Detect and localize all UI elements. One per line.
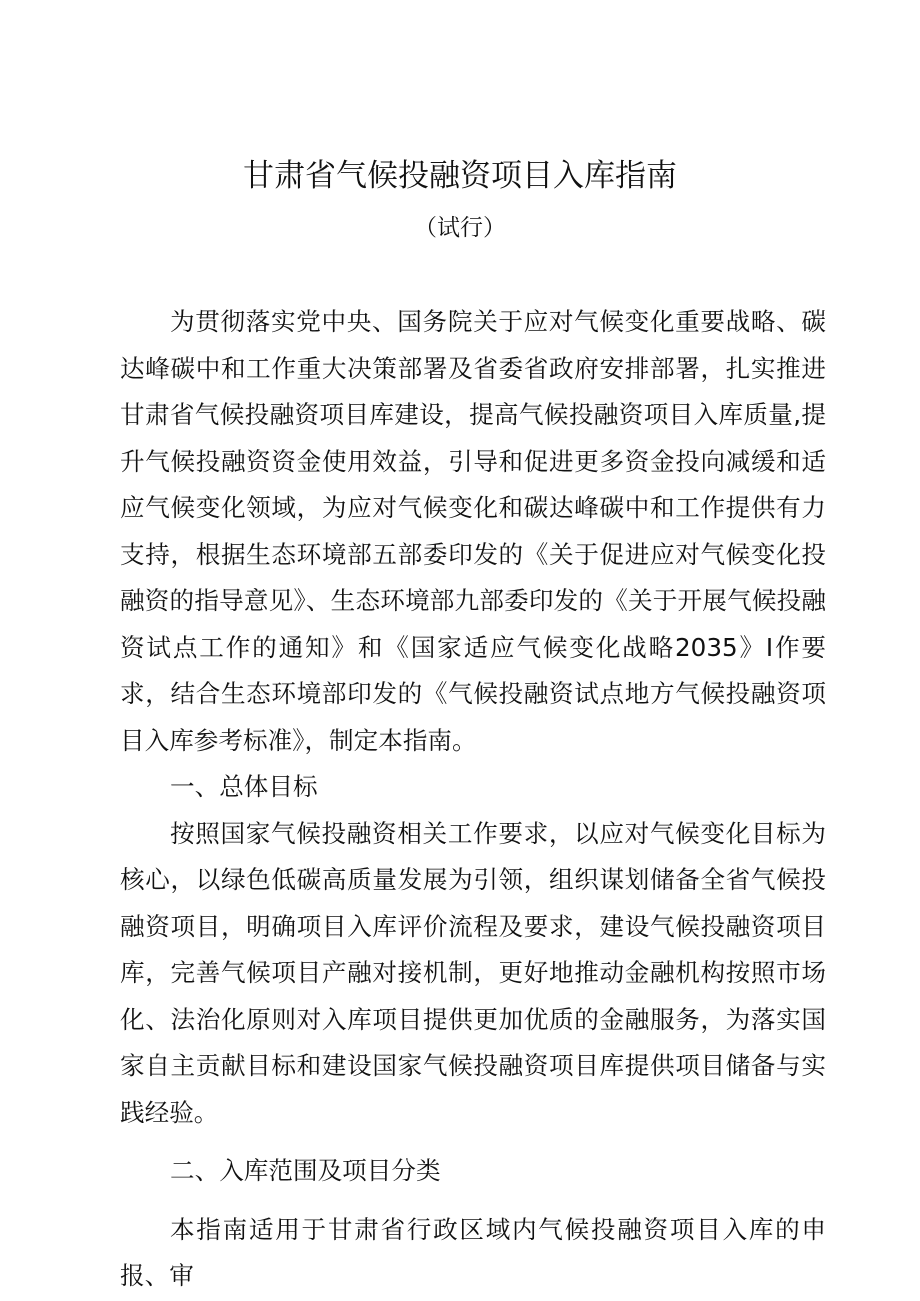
- document-title: 甘肃省气候投融资项目入库指南: [243, 158, 677, 194]
- section-paragraph-overall-goal: 按照国家气候投融资相关工作要求，以应对气候变化目标为核心，以绿色低碳高质量发展为引领，组织谋划储备全省气候投融资项目，明确项目入库评价流程及要求，建设气候投融资项目库，完善气候项目产融对接机制，更好地推动金融机构按照市场化、法治化原则对入库项目提供更加优质的金融服务，为落实国家自主贡献目标和建设国家气候投融资项目库提供项目储备与实践经验。: [120, 818, 826, 1127]
- intro-paragraph: 为贯彻落实党中央、国务院关于应对气候变化重要战略、碳达峰碳中和工作重大决策部署及省委省政府安排部署，扎实推进甘肃省气候投融资项目库建设，提高气候投融资项目入库质量,提升气候投融资资金使用效益，引导和促进更多资金投向减缓和适应气候变化领域，为应对气候变化和碳达峰碳中和工作提供有力支持，根据生态环境部五部委印发的《关于促进应对气候变化投融资的指导意见》、生态环境部九部委印发的《关于开展气候投融资试点工作的通知》和《国家适应气候变化战略2035》I作要求，结合生态环境部印发的《气候投融资试点地方气候投融资项目入库参考标准》，制定本指南。: [120, 307, 826, 755]
- section-heading-overall-goal: 一、总体目标: [170, 772, 318, 801]
- document-subtitle: （试行）: [414, 215, 506, 241]
- section-paragraph-scope: 本指南适用于甘肃省行政区域内气候投融资项目入库的申报、审: [120, 1214, 826, 1290]
- document-body: [120, 299, 826, 1300]
- section-heading-scope: 二、入库范围及项目分类: [170, 1156, 441, 1185]
